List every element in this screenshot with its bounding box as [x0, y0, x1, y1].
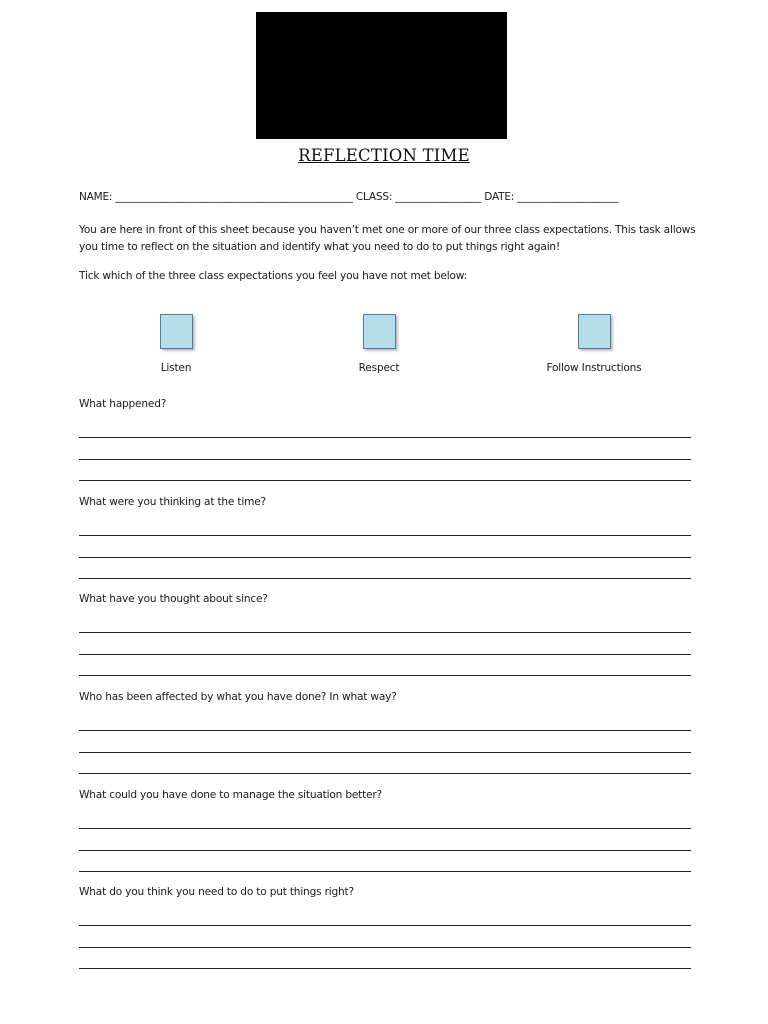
expectation-respect	[299, 314, 459, 374]
intro-paragraph: You are here in front of this sheet because you haven’t met one or more of our three class expectations. This task allows you time to reflect on the situation and identify what you need to do to put things right again!	[79, 224, 696, 253]
question-block	[79, 495, 691, 579]
expectation-listen	[96, 314, 256, 374]
question-label: What were you thinking at the time?	[79, 496, 266, 508]
question-label: What do you think you need to do to put things right?	[79, 886, 354, 898]
answer-line[interactable]	[79, 558, 691, 580]
question-label: What happened?	[79, 398, 167, 410]
respect-checkbox[interactable]	[363, 314, 396, 349]
answer-line[interactable]	[79, 948, 691, 970]
answer-line[interactable]	[79, 509, 691, 536]
answer-line[interactable]	[79, 411, 691, 438]
redacted-header-banner	[256, 12, 507, 139]
answer-line[interactable]	[79, 899, 691, 926]
answer-line[interactable]	[79, 851, 691, 873]
answer-line[interactable]	[79, 926, 691, 948]
question-block	[79, 397, 691, 481]
answer-line[interactable]	[79, 655, 691, 677]
page-title: REFLECTION TIME	[298, 146, 470, 165]
follow-instructions-label: Follow Instructions	[546, 362, 642, 374]
student-info-line: NAME: _______________________________________________ CLASS: _________________ DATE: ____________________	[79, 191, 619, 203]
answer-line[interactable]	[79, 438, 691, 460]
answer-line[interactable]	[79, 460, 691, 482]
listen-checkbox[interactable]	[160, 314, 193, 349]
answer-line[interactable]	[79, 606, 691, 633]
question-block	[79, 885, 691, 969]
listen-label: Listen	[160, 362, 192, 374]
question-block	[79, 690, 691, 774]
answer-line[interactable]	[79, 633, 691, 655]
question-block	[79, 788, 691, 872]
question-label: What could you have done to manage the situation better?	[79, 789, 382, 801]
question-label: What have you thought about since?	[79, 593, 268, 605]
tick-instruction: Tick which of the three class expectations you feel you have not met below:	[79, 270, 468, 282]
answer-line[interactable]	[79, 731, 691, 753]
answer-line[interactable]	[79, 829, 691, 851]
question-label: Who has been affected by what you have done? In what way?	[79, 691, 397, 703]
respect-label: Respect	[358, 362, 400, 374]
question-block	[79, 592, 691, 676]
answer-line[interactable]	[79, 753, 691, 775]
expectation-follow-instructions	[514, 314, 674, 374]
answer-line[interactable]	[79, 704, 691, 731]
follow-instructions-checkbox[interactable]	[578, 314, 611, 349]
answer-line[interactable]	[79, 536, 691, 558]
answer-line[interactable]	[79, 802, 691, 829]
